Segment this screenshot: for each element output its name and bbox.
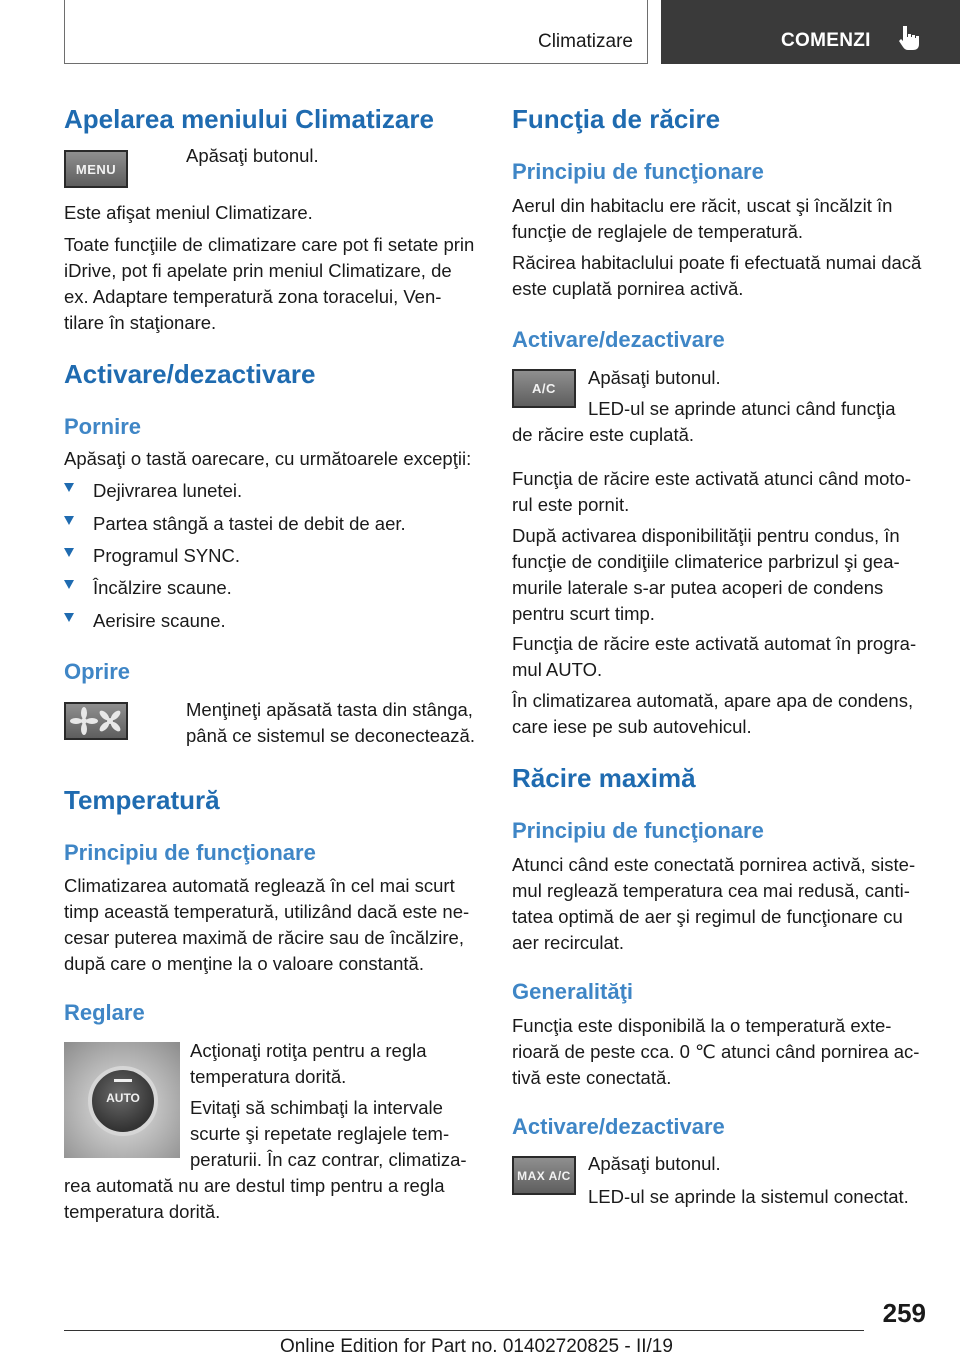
heading-general: Generalităţi	[512, 979, 634, 1004]
heading-cooling: Funcţia de răcire	[512, 104, 721, 134]
ac-button-image: A/C	[512, 369, 576, 408]
chapter-tab-label: COMENZI	[781, 30, 871, 51]
menu-button-image: MENU	[64, 150, 128, 188]
max-press-text: Apăsaţi butonul.	[588, 1153, 721, 1174]
ac-led-text: LED-ul se aprinde atunci când funcţia	[588, 398, 896, 419]
heading-on: Pornire	[64, 414, 142, 439]
on-intro-text: Apăsaţi o tastă oarecare, cu următoarele excepţii:	[64, 448, 472, 469]
section-title: Climatizare	[537, 31, 633, 52]
heading-max-activation: Activare/dezactivare	[512, 1114, 725, 1139]
chapter-tab[interactable]	[661, 0, 960, 64]
menu-desc-text: Toate funcţiile de climatizare care pot fi setate prin iDrive, pot fi apelate prin meniul Climatizare, de ex. Adaptare temperatură zona toracelui, Ven‐tilare în staţionare.	[64, 234, 475, 333]
page-number: 259	[882, 1298, 926, 1328]
heading-menu: Apelarea meniului Climatizare	[64, 104, 434, 134]
adjust-text-1: Acţionaţi rotiţa pentru a regla temperatura dorită.	[190, 1040, 427, 1087]
heading-temperature: Temperatură	[64, 785, 220, 815]
footer-divider	[64, 1330, 864, 1331]
heading-cool-principle: Principiu de funcţionare	[512, 159, 764, 184]
knob-auto-label: AUTO	[106, 1091, 140, 1105]
cool-p2: Răcirea habitaclului poate fi efectuată numai dacă este cuplată pornirea activă.	[512, 252, 922, 299]
fan-icon	[68, 706, 124, 736]
max-led-text: LED-ul se aprinde la sistemul conectat.	[588, 1186, 909, 1207]
heading-temp-principle: Principiu de funcţionare	[64, 840, 316, 865]
heading-max-principle: Principiu de funcţionare	[512, 818, 764, 843]
menu-shown-text: Este afişat meniul Climatizare.	[64, 202, 313, 223]
triangle-bullet-icon	[64, 580, 74, 589]
heading-cool-activation: Activare/dezactivare	[512, 327, 725, 352]
general-text: Funcţia este disponibilă la o temperatură exte‐rioară de peste cca. 0 ℃ atunci când pornirea ac‐tivă este conectată.	[512, 1015, 920, 1088]
minus-icon	[114, 1079, 132, 1082]
triangle-bullet-icon	[64, 548, 74, 557]
adjust-text-2: Evitaţi să schimbaţi la intervale scurte şi repetate reglajele tem‐peraturii. În caz contrar, climatiza‐	[190, 1097, 467, 1170]
heading-max-cooling: Răcire maximă	[512, 763, 696, 793]
max-p1: Atunci când este conectată pornirea activă, siste‐mul reglează temperatura cea mai redusă, canti‐tatea optimă de aer şi regimul de funcţionare cu aer recirculat.	[512, 854, 916, 953]
max-ac-button-image: MAX A/C	[512, 1156, 576, 1195]
cool-p5: Funcţia de răcire este activată automat în progra‐mul AUTO.	[512, 633, 917, 680]
ac-led-cont-text: de răcire este cuplată.	[512, 424, 695, 445]
fan-off-button-image	[64, 702, 128, 740]
pointing-hand-icon	[897, 24, 923, 52]
heading-activation: Activare/dezactivare	[64, 359, 316, 389]
heading-off: Oprire	[64, 659, 131, 684]
heading-adjust: Reglare	[64, 1000, 145, 1025]
triangle-bullet-icon	[64, 516, 74, 525]
temperature-knob-image	[64, 1042, 180, 1158]
cool-p4: După activarea disponibilităţii pentru condus, în funcţie de condiţiile climaterice parbrizul şi gea‐murile laterale s-ar putea acoperi de condens pentru scurt timp.	[512, 525, 900, 624]
off-text: Menţineţi apăsată tasta din stânga, până ce sistemul se deconectează.	[186, 699, 475, 746]
cool-p3: Funcţia de răcire este activată atunci când moto‐rul este pornit.	[512, 468, 911, 515]
header-title-box	[64, 0, 648, 64]
triangle-bullet-icon	[64, 613, 74, 622]
cool-p6: În climatizarea automată, apare apa de condens, care iese pe sub autovehicul.	[512, 690, 914, 737]
edition-footer: Online Edition for Part no. 01402720825 - II/19	[280, 1336, 673, 1357]
triangle-bullet-icon	[64, 483, 74, 492]
menu-press-text: Apăsaţi butonul.	[186, 145, 319, 166]
ac-press-text: Apăsaţi butonul.	[588, 367, 721, 388]
cool-p1: Aerul din habitaclu ere răcit, uscat şi încălzit în funcţie de reglajele de temperatură.	[512, 195, 893, 242]
adjust-text-3: rea automată nu are destul timp pentru a regla temperatura dorită.	[64, 1175, 445, 1222]
temp-principle-text: Climatizarea automată reglează în cel mai scurt timp această temperatură, utilizând dacă este ne‐cesar puterea maximă de răcire sau de încălzire, după care o menţine la o valoare constantă.	[64, 875, 470, 974]
